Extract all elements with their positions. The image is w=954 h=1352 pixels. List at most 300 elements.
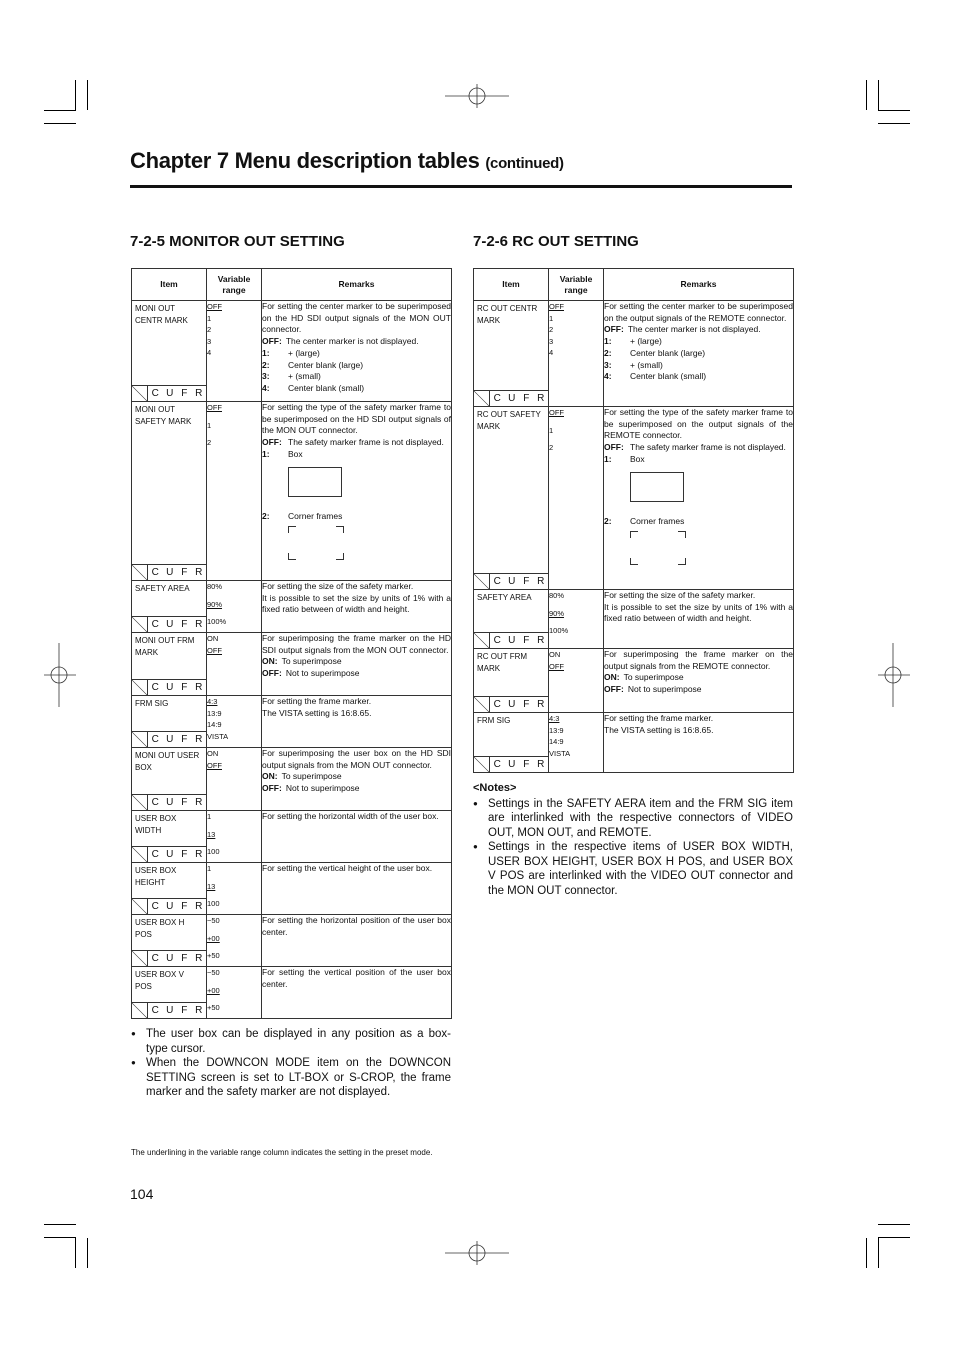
item-name: SAFETY AREA (135, 584, 190, 593)
remarks-text: For setting the type of the safety marker frame to be superimposed on the output signals of the REMOTE connector. (604, 407, 793, 441)
range-value: 2 (549, 325, 554, 334)
remarks-option (262, 360, 451, 372)
range-value: 13:9 (549, 725, 564, 735)
item-cell (132, 748, 207, 811)
section-title-rc-out: 7-2-6 RC OUT SETTING (473, 233, 639, 250)
option-key: 3: (262, 371, 270, 382)
range-value: 1 (207, 313, 212, 323)
item-name: SAFETY AREA (477, 593, 532, 602)
header-item: Item (474, 269, 549, 301)
cufr-letter: F (523, 576, 530, 587)
remarks-option (262, 336, 451, 348)
cufr-slash (474, 633, 490, 648)
remarks-cell (262, 633, 452, 696)
header-range: Variable range (207, 269, 262, 301)
range-value: 1 (207, 864, 212, 873)
variable-range-cell (207, 967, 262, 1019)
range-value: 13:9 (207, 708, 222, 718)
option-key: OFF: (262, 437, 282, 448)
page-number: 104 (130, 1186, 154, 1202)
cufr-slash (474, 391, 490, 406)
option-key: ON: (604, 672, 620, 683)
cufr-slash (132, 951, 148, 966)
range-value: 13 (207, 881, 216, 891)
cufr-letter: R (537, 635, 545, 646)
variable-range-cell (549, 407, 604, 590)
range-value: 14:9 (549, 737, 564, 746)
option-desc: Box (288, 448, 303, 459)
cufr-letter: R (195, 567, 203, 578)
range-value: VISTA (549, 748, 571, 758)
option-desc: The center marker is not displayed. (627, 324, 761, 335)
cufr-letter: U (508, 393, 516, 404)
option-key: ON: (262, 656, 278, 667)
range-value: 1 (549, 425, 554, 435)
table-row (474, 713, 794, 773)
range-value: 100 (207, 899, 220, 908)
remarks-cell (262, 301, 452, 402)
cufr-slash (474, 697, 490, 712)
range-value: ON (207, 634, 219, 643)
cufr-letter: U (166, 567, 174, 578)
option-key: ON: (262, 771, 278, 782)
item-cell (132, 402, 207, 581)
cufr-letter: F (181, 619, 188, 630)
range-value: 100 (207, 847, 220, 856)
range-value: 100% (207, 617, 227, 626)
table-row (132, 633, 452, 696)
item-name: FRM SIG (477, 716, 511, 725)
header-remarks: Remarks (262, 269, 452, 301)
cufr-letter: U (166, 388, 174, 399)
range-value: 80% (207, 582, 223, 591)
remarks-cell (262, 748, 452, 811)
header-remarks: Remarks (604, 269, 794, 301)
item-name: USER BOX V POS (135, 970, 184, 991)
range-value: OFF (549, 302, 564, 311)
option-desc: + (small) (288, 371, 321, 382)
range-value: ON (549, 650, 561, 659)
range-value: 3 (207, 336, 212, 346)
item-cell (474, 590, 549, 649)
option-desc: Center blank (large) (288, 359, 364, 370)
cufr-letter: C (493, 393, 501, 404)
corner-mark (678, 531, 686, 538)
option-key: OFF: (604, 324, 624, 335)
cufr-indicator (132, 564, 206, 580)
option-key: 2: (262, 359, 270, 370)
option-key: 1: (604, 453, 612, 464)
option-key: 3: (604, 359, 612, 370)
cufr-letter: F (181, 797, 188, 808)
option-desc: + (large) (288, 347, 320, 358)
cufr-letter: R (537, 759, 545, 770)
table-row (132, 402, 452, 581)
item-cell (132, 967, 207, 1019)
cufr-indicator (132, 950, 206, 966)
item-cell (132, 301, 207, 402)
cufr-letter: F (181, 682, 188, 693)
cufr-letter: U (166, 849, 174, 860)
cufr-letter: R (195, 797, 203, 808)
cufr-letter: U (166, 734, 174, 745)
cufr-letter: R (195, 682, 203, 693)
cufr-indicator (474, 390, 548, 406)
table-header-row (132, 269, 452, 301)
option-desc: The safety marker frame is not displayed. (630, 442, 786, 453)
table-row (132, 301, 452, 402)
remarks-text: For setting the size of the safety marker. (604, 590, 756, 600)
item-cell (132, 811, 207, 863)
remarks-option (604, 454, 793, 466)
option-key: 1: (604, 336, 612, 347)
option-key: 1: (262, 448, 270, 459)
option-key: OFF: (262, 668, 282, 679)
variable-range-cell (549, 713, 604, 773)
variable-range-cell (207, 402, 262, 581)
item-cell (474, 301, 549, 407)
cufr-slash (132, 732, 148, 747)
remarks-cell (262, 402, 452, 581)
corner-mark (678, 558, 686, 565)
cufr-letter: U (508, 759, 516, 770)
range-value: ON (207, 749, 219, 758)
option-key: OFF: (262, 783, 282, 794)
remarks-option (604, 684, 793, 696)
cufr-letter: F (523, 635, 530, 646)
option-key: 4: (262, 382, 270, 393)
cufr-letter: R (195, 953, 203, 964)
cufr-letter: R (195, 901, 203, 912)
item-cell (132, 915, 207, 967)
option-key: 1: (262, 347, 270, 358)
variable-range-cell (549, 649, 604, 713)
remarks-option (262, 668, 451, 680)
item-name: USER BOX WIDTH (135, 814, 177, 835)
variable-range-cell (207, 301, 262, 402)
variable-range-cell (549, 590, 604, 649)
remarks-option (604, 324, 793, 336)
remarks-cell (604, 590, 794, 649)
remarks-text: For superimposing the user box on the HD SDI output signals from the MON OUT connector. (262, 748, 451, 770)
range-value: 2 (207, 325, 212, 334)
cufr-slash (132, 1003, 148, 1018)
range-value: −50 (207, 968, 220, 977)
item-name: MONI OUT SAFETY MARK (135, 405, 192, 426)
cufr-letter: U (508, 699, 516, 710)
cufr-letter: C (151, 619, 159, 630)
cufr-letter: C (493, 699, 501, 710)
cufr-letter: C (151, 849, 159, 860)
option-key: 2: (604, 515, 612, 526)
range-value: 90% (207, 599, 223, 609)
range-value: OFF (207, 760, 222, 770)
remarks-option (262, 511, 451, 523)
remarks-text: The VISTA setting is 16:8.65. (604, 724, 714, 735)
remarks-text: For setting the horizontal position of the user box center. (262, 915, 451, 937)
cufr-indicator (474, 632, 548, 648)
remarks-option (262, 383, 451, 395)
cufr-letter: F (181, 388, 188, 399)
bullet-item: ● When the DOWNCON MODE item on the DOWNCON SETTING screen is set to LT-BOX or S-CROP, the frame marker and the safety marker are not displayed. (131, 1056, 451, 1100)
range-value: OFF (207, 403, 222, 412)
option-desc: + (large) (630, 336, 662, 347)
option-desc: To superimpose (281, 771, 342, 782)
range-value: 4:3 (549, 714, 560, 723)
cufr-letter: F (181, 849, 188, 860)
cufr-letter: C (151, 797, 159, 808)
range-value: 80% (549, 591, 565, 600)
bullet-item: ● The user box can be displayed in any position as a box-type cursor. (131, 1027, 451, 1056)
range-value: +50 (207, 951, 220, 960)
monitor-out-table (131, 268, 452, 1019)
range-value: 4 (549, 348, 554, 357)
safety-box-illustration (288, 467, 342, 497)
option-desc: Center blank (large) (630, 347, 706, 358)
cufr-letter: F (181, 567, 188, 578)
remarks-text: It is possible to set the size by units of 1% with a fixed ratio between of width and height. (262, 592, 451, 615)
remarks-option (604, 516, 793, 528)
cufr-letter: F (181, 734, 188, 745)
cufr-indicator (474, 756, 548, 772)
corner-mark (630, 558, 638, 565)
range-value: 4 (207, 348, 212, 357)
range-value: 1 (207, 812, 212, 821)
cufr-letter: F (181, 901, 188, 912)
remarks-text: For setting the frame marker. (604, 713, 714, 723)
range-value: 1 (549, 313, 554, 323)
cufr-indicator (132, 731, 206, 747)
cufr-slash (132, 847, 148, 862)
cufr-letter: C (493, 576, 501, 587)
item-cell (132, 633, 207, 696)
option-desc: Not to superimpose (627, 684, 702, 695)
remarks-option (262, 771, 451, 783)
cufr-slash (474, 574, 490, 589)
option-key: 2: (604, 347, 612, 358)
option-desc: The safety marker frame is not displayed. (288, 437, 444, 448)
cufr-letter: F (523, 759, 530, 770)
range-value: 14:9 (207, 720, 222, 729)
range-value: 3 (549, 336, 554, 346)
footnote: The underlining in the variable range column indicates the setting in the preset mode. (131, 1148, 433, 1157)
cufr-slash (132, 680, 148, 695)
remarks-text: The VISTA setting is 16:8.65. (262, 707, 372, 718)
range-value: OFF (207, 302, 222, 311)
cufr-indicator (132, 385, 206, 401)
cufr-indicator (132, 898, 206, 914)
option-desc: Box (630, 453, 645, 464)
item-cell (474, 713, 549, 773)
corner-mark (630, 531, 638, 538)
chapter-rule (130, 185, 792, 188)
notes-title: <Notes> (473, 782, 517, 794)
variable-range-cell (207, 696, 262, 748)
option-key: 4: (604, 371, 612, 382)
range-value: −50 (207, 916, 220, 925)
corner-mark (336, 526, 344, 533)
cufr-letter: R (195, 619, 203, 630)
option-desc: Center blank (small) (288, 382, 365, 393)
remarks-option (262, 371, 451, 383)
option-desc: To superimpose (623, 672, 684, 683)
cufr-indicator (474, 573, 548, 589)
item-name: RC OUT SAFETY MARK (477, 410, 541, 431)
remarks-option (262, 348, 451, 360)
remarks-cell (262, 863, 452, 915)
option-key: OFF: (604, 684, 624, 695)
range-value: +50 (207, 1003, 220, 1012)
cufr-slash (474, 757, 490, 772)
header-item: Item (132, 269, 207, 301)
range-value: OFF (549, 661, 564, 671)
option-key: OFF: (604, 442, 624, 453)
table-row (132, 811, 452, 863)
item-name: USER BOX HEIGHT (135, 866, 177, 887)
table-row (474, 407, 794, 590)
remarks-text: For setting the size of the safety marker. (262, 581, 414, 591)
range-value: 100% (549, 626, 569, 635)
item-cell (474, 407, 549, 590)
cufr-indicator (132, 1002, 206, 1018)
range-value: 13 (207, 829, 216, 839)
range-value: 2 (207, 438, 212, 447)
rc-out-table (473, 268, 794, 773)
item-cell (132, 863, 207, 915)
variable-range-cell (549, 301, 604, 407)
option-key: 2: (262, 510, 270, 521)
cufr-letter: U (166, 1005, 174, 1016)
option-desc: Corner frames (288, 510, 343, 521)
remarks-option (262, 783, 451, 795)
remarks-text: For setting the vertical height of the user box. (262, 863, 433, 873)
cufr-letter: F (523, 699, 530, 710)
cufr-slash (132, 899, 148, 914)
table-row (474, 649, 794, 713)
range-value: VISTA (207, 731, 229, 741)
remarks-option (604, 672, 793, 684)
range-value: 1 (207, 420, 212, 430)
table-row (474, 590, 794, 649)
remarks-option (262, 437, 451, 449)
remarks-text: For superimposing the frame marker on the output signals from the REMOTE connector. (604, 649, 793, 671)
table-row (132, 967, 452, 1019)
monitor-out-bullets (131, 1027, 451, 1100)
remarks-cell (604, 649, 794, 713)
remarks-text: For setting the type of the safety marker frame to be superimposed on the HD SDI output signals of the MON OUT connector. (262, 402, 451, 436)
remarks-text: For superimposing the frame marker on the HD SDI output signals from the MON OUT connector. (262, 633, 451, 655)
remarks-option (604, 336, 793, 348)
note-item: ● Settings in the respective items of USER BOX WIDTH, USER BOX HEIGHT, USER BOX H POS, and USER BOX V POS are interlinked with the VIDEO OUT connector and the MON OUT connector. (473, 840, 793, 898)
cufr-letter: R (195, 849, 203, 860)
note-item: ● Settings in the SAFETY AERA item and the FRM SIG item are interlinked with the respective connectors of VIDEO OUT, MON OUT, and REMOTE. (473, 797, 793, 841)
cufr-letter: C (151, 682, 159, 693)
remarks-option (262, 449, 451, 461)
cufr-indicator (132, 616, 206, 632)
variable-range-cell (207, 863, 262, 915)
range-value: OFF (549, 408, 564, 417)
remarks-text: For setting the center marker to be superimposed on the HD SDI output signals of the MON OUT connector. (262, 301, 451, 335)
cufr-letter: C (151, 734, 159, 745)
chapter-title-main: Chapter 7 Menu description tables (130, 148, 480, 173)
range-value: +00 (207, 933, 220, 943)
variable-range-cell (207, 811, 262, 863)
remarks-text: For setting the horizontal width of the user box. (262, 811, 439, 821)
cufr-letter: C (151, 388, 159, 399)
variable-range-cell (207, 581, 262, 633)
variable-range-cell (207, 633, 262, 696)
item-name: USER BOX H POS (135, 918, 185, 939)
cufr-slash (132, 386, 148, 401)
cufr-letter: R (195, 734, 203, 745)
corner-frames-illustration (630, 531, 686, 565)
notes (473, 781, 793, 898)
cufr-letter: R (537, 699, 545, 710)
table-row (474, 301, 794, 407)
item-cell (132, 581, 207, 633)
remarks-text: For setting the center marker to be superimposed on the output signals of the REMOTE connector. (604, 301, 793, 323)
range-value: OFF (207, 645, 222, 655)
remarks-cell (262, 811, 452, 863)
item-name: MONI OUT CENTR MARK (135, 304, 188, 325)
corner-mark (336, 553, 344, 560)
cufr-letter: R (195, 388, 203, 399)
cufr-letter: C (151, 567, 159, 578)
remarks-option (604, 360, 793, 372)
table-row (132, 915, 452, 967)
item-cell (474, 649, 549, 713)
remarks-text: It is possible to set the size by units of 1% with a fixed ratio between of width and height. (604, 601, 793, 624)
table-row (132, 581, 452, 633)
remarks-cell (262, 915, 452, 967)
cufr-letter: U (166, 797, 174, 808)
cufr-letter: F (523, 393, 530, 404)
cufr-letter: U (508, 635, 516, 646)
range-value: 4:3 (207, 697, 218, 706)
cufr-slash (132, 617, 148, 632)
cufr-letter: C (493, 759, 501, 770)
option-desc: Not to superimpose (285, 668, 360, 679)
cufr-letter: U (166, 682, 174, 693)
cufr-letter: F (181, 1005, 188, 1016)
range-value: 90% (549, 608, 565, 618)
corner-frames-illustration (288, 526, 344, 560)
cufr-indicator (474, 696, 548, 712)
option-desc: Corner frames (630, 515, 685, 526)
table-row (132, 696, 452, 748)
cufr-letter: R (537, 393, 545, 404)
variable-range-cell (207, 915, 262, 967)
item-name: FRM SIG (135, 699, 169, 708)
item-name: RC OUT FRM MARK (477, 652, 528, 673)
remarks-option (604, 442, 793, 454)
table-row (132, 748, 452, 811)
cufr-letter: R (537, 576, 545, 587)
cufr-slash (132, 795, 148, 810)
cufr-indicator (132, 679, 206, 695)
cufr-letter: U (166, 619, 174, 630)
remarks-option (604, 371, 793, 383)
item-name: MONI OUT USER BOX (135, 751, 200, 772)
option-desc: To superimpose (281, 656, 342, 667)
cufr-indicator (132, 846, 206, 862)
variable-range-cell (207, 748, 262, 811)
option-key: OFF: (262, 336, 282, 347)
section-title-monitor-out: 7-2-5 MONITOR OUT SETTING (130, 233, 345, 250)
item-cell (132, 696, 207, 748)
cufr-letter: U (508, 576, 516, 587)
corner-mark (288, 526, 296, 533)
